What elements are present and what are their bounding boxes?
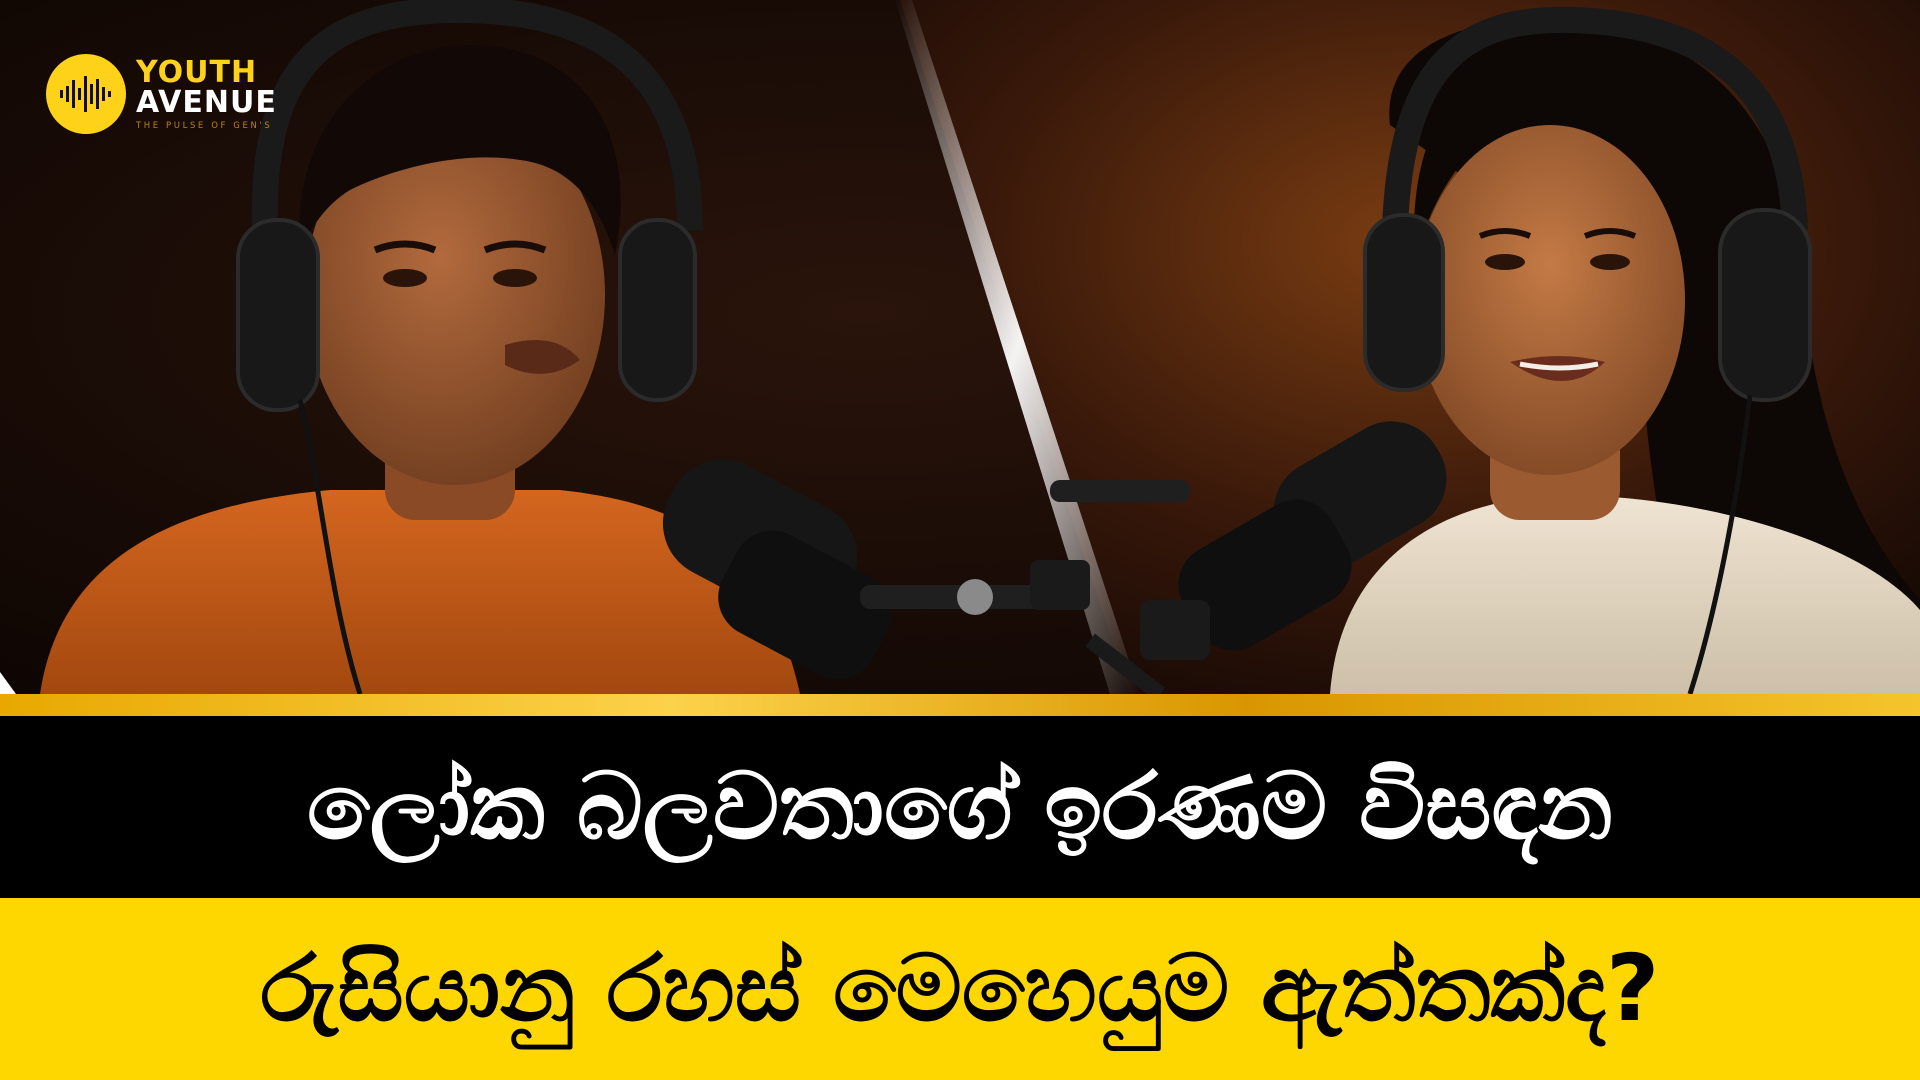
gold-divider	[0, 694, 1920, 716]
brand-name-line2: AVENUE	[136, 84, 277, 120]
brand-name-line1: YOUTH	[136, 54, 258, 90]
brand-tagline: THE PULSE OF GEN'S	[136, 120, 273, 131]
headline-bar-bottom	[0, 898, 1920, 1080]
waveform-icon	[46, 54, 126, 134]
headline-line-1: ලෝක බලවතාගේ ඉරණම විසඳන	[307, 752, 1613, 860]
brand-logo[interactable]	[46, 54, 277, 134]
headline-line-2: රුසියානු රහස් මෙහෙයුම ඇත්තක්ද?	[260, 934, 1660, 1042]
brand-wordmark	[136, 54, 277, 131]
headline-bar-top	[0, 716, 1920, 898]
